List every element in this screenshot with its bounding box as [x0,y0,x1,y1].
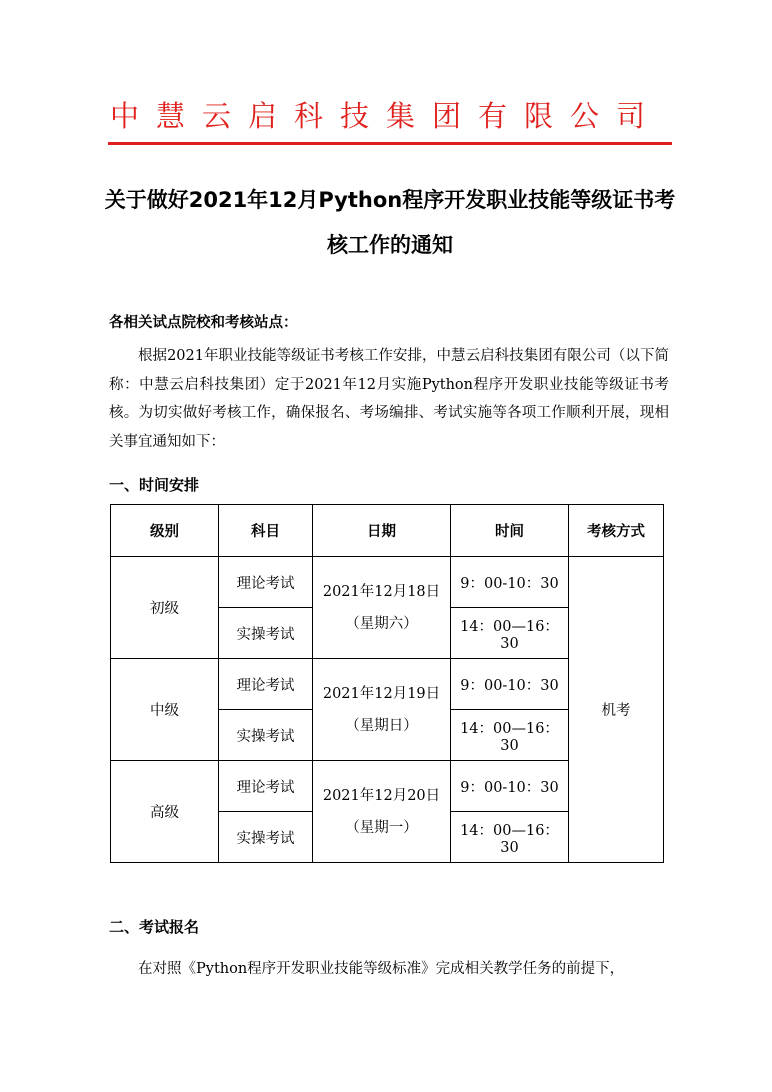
header-level: 级别 [111,505,219,557]
time-cell: 9：00-10：30 [451,557,569,608]
time-cell: 9：00-10：30 [451,761,569,812]
date-cell [313,761,451,863]
subject-cell: 实操考试 [219,608,313,659]
date-cell [313,659,451,761]
subject-cell: 理论考试 [219,761,313,812]
level-cell: 初级 [111,557,219,659]
weekday-text: （星期日） [345,717,418,734]
time-cell: 14：00—16：30 [451,608,569,659]
section-heading-registration: 二、考试报名 [109,918,200,936]
level-cell: 中级 [111,659,219,761]
header-subject: 科目 [219,505,313,557]
notice-title: 关于做好2021年12月Python程序开发职业技能等级证书考核工作的通知 [104,188,676,257]
date-cell [313,557,451,659]
time-cell: 14：00—16：30 [451,812,569,863]
weekday-text: （星期六） [345,615,418,632]
subject-cell: 理论考试 [219,659,313,710]
time-cell: 9：00-10：30 [451,659,569,710]
level-cell: 高级 [111,761,219,863]
subject-cell: 实操考试 [219,812,313,863]
header-method: 考核方式 [569,505,664,557]
subject-cell: 理论考试 [219,557,313,608]
header-date: 日期 [313,505,451,557]
date-text: 2021年12月19日 [322,685,441,702]
table-header-row [111,505,664,557]
schedule-table [110,504,664,863]
header-red-rule [108,142,672,145]
header-time: 时间 [451,505,569,557]
salutation: 各相关试点院校和考核站点： [109,315,298,331]
registration-paragraph: 在对照《Python程序开发职业技能等级标准》完成相关教学任务的前提下， [138,961,625,977]
subject-cell: 实操考试 [219,710,313,761]
date-text: 2021年12月18日 [322,583,441,600]
intro-paragraph: 根据2021年职业技能等级证书考核工作安排，中慧云启科技集团有限公司（以下简称：中慧云启科技集团）定于2021年12月实施Python程序开发职业技能等级证书考核。为切实做好考核工作，确保报名、考场编排、考试实施等各项工作顺利开展，现相关事宜通知如下： [109,348,669,450]
date-text: 2021年12月20日 [322,787,441,804]
table-row [111,557,664,608]
section-heading-schedule: 一、时间安排 [109,476,200,494]
company-name-header: 中慧云启科技集团有限公司 [109,99,662,133]
weekday-text: （星期一） [345,819,418,836]
exam-method-cell: 机考 [569,557,664,863]
time-cell: 14：00—16：30 [451,710,569,761]
